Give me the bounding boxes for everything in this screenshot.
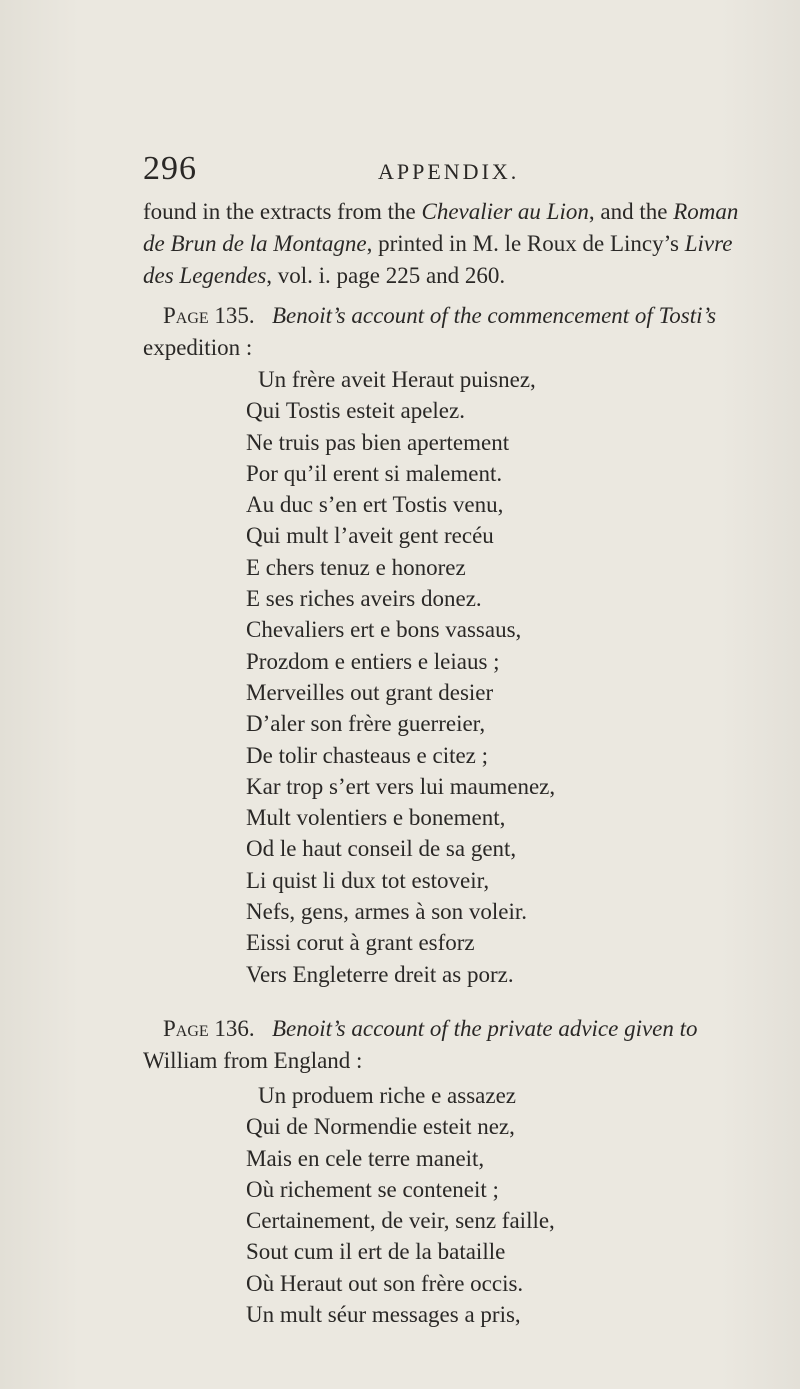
section-heading [143,300,743,364]
verse-line: Qui Tostis esteit apelez. [246,398,465,424]
verse-line: Un mult séur messages a pris, [246,1302,521,1328]
page-header [143,150,703,194]
work-title: des Legendes [143,263,267,288]
verse-line: E ses riches aveirs donez. [246,586,482,612]
verse-line: Où Heraut out son frère occis. [246,1270,524,1296]
verse-line: Mais en cele terre maneit, [246,1145,485,1171]
verse-line: Prozdom e entiers e leiaus ; [246,648,500,674]
verse-line: Un produem riche e assazez [258,1083,516,1108]
page-reference: Page 136. [163,1016,255,1041]
work-title: Chevalier au Lion [421,199,589,224]
verse-line: De tolir chasteaus e citez ; [246,742,489,768]
heading-line: expedition : [143,335,253,360]
intro-line: des Legendes, vol. i. page 225 and 260. [143,263,506,288]
verse-block [246,364,766,990]
verse-line: Od le haut conseil de sa gent, [246,836,517,862]
heading-line [143,300,743,332]
work-title: Livre [684,231,733,256]
verse-line: Où richement se conteneit ; [246,1176,499,1202]
work-title: Roman [673,199,739,224]
heading-text: Benoit’s account of the private advice given to [271,1016,698,1041]
verse-line: Por qu’il erent si malement. [246,460,503,486]
verse-line: Mult volentiers e bonement, [246,805,506,831]
verse-line: Sout cum il ert de la bataille [246,1239,506,1265]
work-title: de Brun de la Montagne [143,231,367,256]
verse-line: E chers tenuz e honorez [246,554,466,580]
running-head: APPENDIX. [378,159,520,184]
heading-text: Benoit’s account of the commencement of Tosti’s [271,303,717,328]
page-reference: Page 135. [163,303,255,328]
verse-line: Li quist li dux tot estoveir, [246,867,490,893]
verse-line: Merveilles out grant desier [246,679,494,705]
verse-line: Chevaliers ert e bons vassaus, [246,617,522,643]
verse-line: Au duc s’en ert Tostis venu, [246,492,504,518]
verse-line: Nefs, gens, armes à son voleir. [246,899,528,925]
verse-line: Kar trop s’ert vers lui maumenez, [246,773,556,799]
verse-line: Ne truis pas bien apertement [246,429,510,455]
verse-line: Qui de Normendie esteit nez, [246,1114,515,1140]
verse-line: D’aler son frère guerreier, [246,711,486,737]
heading-line: William from England : [143,1048,363,1073]
intro-paragraph [143,196,743,292]
verse-line: Vers Engleterre dreit as porz. [246,961,514,987]
heading-line [143,1013,743,1045]
verse-line: Qui mult l’aveit gent recéu [246,523,494,549]
verse-line: Un frère aveit Heraut puisnez, [258,367,536,392]
intro-line: found in the extracts from the Chevalier au Lion, and the Roman [143,199,739,224]
page-number: 296 [143,150,197,187]
intro-line: de Brun de la Montagne, printed in M. le Roux de Lincy’s Livre [143,231,733,256]
verse-block [246,1080,766,1330]
verse-line: Certainement, de veir, senz faille, [246,1208,555,1234]
verse-line: Eissi corut à grant esforz [246,930,475,956]
section-heading [143,1013,743,1077]
